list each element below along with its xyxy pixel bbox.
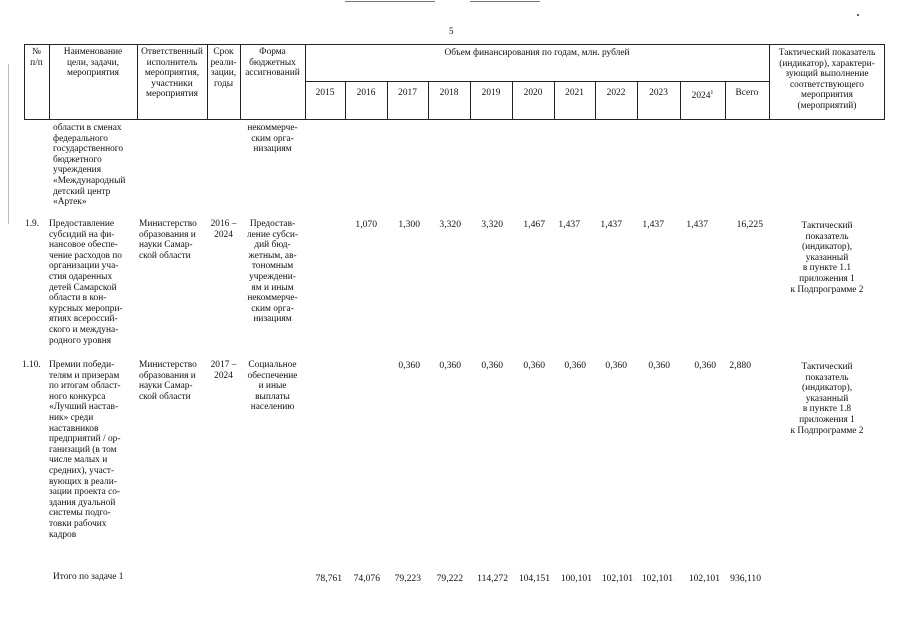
year-col-border [387,81,388,120]
value-2017: 0,360 [398,360,420,371]
row-form: некоммерче- ским орга- низациям [247,123,298,155]
year-2017: 2017 [398,88,417,98]
year-total: Всего [735,88,759,98]
year-col-border [345,81,346,120]
year-col-border [554,81,555,120]
year-col-border [725,81,726,120]
scan-speck [857,14,859,16]
year-col-border [470,81,471,120]
year-col-border [428,81,429,120]
total-2015: 78,761 [315,573,342,584]
year-2024 [680,88,725,102]
total-2020: 104,151 [518,573,550,584]
scan-speck [8,64,9,224]
value-total: 16,225 [736,219,763,230]
header-term: Срок реали- зации, годы [210,47,237,89]
year-2020: 2020 [523,88,543,98]
value-2017: 1,300 [398,219,420,230]
total-2024: 102,101 [688,573,720,584]
header-indicator: Тактический показатель (индикатор), характери- зующий выполнение соответствующего мероприятия (мероприятий) [778,48,876,111]
row-indicator: Тактический показатель (индикатор), указанный в пункте 1.8 приложения 1 к Подпрограмме 2 [790,362,864,436]
row-executor: Министерство образования и науки Самар- ской области [139,360,197,402]
value-2019: 0,360 [481,360,503,371]
year-2016: 2016 [356,88,376,98]
scan-mark [345,1,435,2]
value-2022: 0,360 [605,360,627,371]
value-2023: 0,360 [648,360,670,371]
row-term: 2017 – 2024 [210,360,237,381]
year-2024-footnote: 1 [710,90,714,96]
value-2021: 0,360 [564,360,586,371]
value-2023: 1,437 [642,219,664,230]
total-2021: 100,101 [560,573,592,584]
total-2018: 79,222 [436,573,463,584]
row-num: 1.9. [25,219,40,229]
value-2018: 3,320 [439,219,461,230]
header-form: Форма бюджетных ассигнований [245,47,300,79]
row-indicator: Тактический показатель (индикатор), указанный в пункте 1.1 приложения 1 к Подпрограмме 2 [790,221,864,295]
header-name: Наименование цели, задачи, мероприятия [63,47,123,79]
value-2024: 0,360 [694,360,716,371]
header-num: № п/п [30,47,43,68]
row-form: Социальное обеспечение и иные выплаты населению [247,360,298,413]
year-2024-label: 2024 [691,91,711,102]
value-2021: 1,437 [558,219,580,230]
page-number: 5 [449,26,454,36]
value-total: 2,880 [729,360,751,371]
row-form: Предостав- ление субси- дий бюд- жетным, ав- тономным учреждени- ям и иным некоммерче- ским орга- низациям [246,219,299,325]
year-2023: 2023 [649,88,668,98]
year-col-border [637,81,638,120]
year-col-border [512,81,513,120]
header-volume: Объем финансирования по годам, млн. рублей [444,48,630,58]
total-2023: 102,101 [641,573,673,584]
row-executor: Министерство образования и науки Самар- ской области [139,219,197,261]
year-2015: 2015 [315,88,335,98]
total-2019: 114,272 [477,573,508,584]
year-2018: 2018 [439,88,459,98]
year-col-border [595,81,596,120]
header-executor: Ответственный исполнитель мероприятия, участники мероприятия [141,47,203,100]
value-2022: 1,437 [600,219,622,230]
table-top-border [24,44,885,45]
value-2024: 1,437 [686,219,708,230]
header-bottom-border [24,119,885,120]
scan-mark [470,1,540,2]
value-2019: 3,320 [481,219,503,230]
value-2016: 1,070 [355,219,377,230]
value-2020: 1,467 [523,219,545,230]
row-name: Премии победи- телям и призерам по итогам област- ного конкурса «Лучший настав- ник» среди наставников предприятий / ор- ганизаций (в том числе малых и средних), участ- вующих в реали- зации проекта со- здания дуальной системы подго- товки рабочих кадров [49,360,121,540]
row-name: области в сменах федерального государственного бюджетного учреждения «Международный детский центр «Артек» [53,123,126,208]
total-2017: 79,223 [394,573,421,584]
totals-label: Итого по задаче 1 [53,572,124,582]
total-2022: 102,101 [601,573,633,584]
row-term: 2016 – 2024 [210,219,237,240]
total-2016: 74,076 [353,573,380,584]
year-2021: 2021 [565,88,584,98]
total-all: 936,110 [730,573,761,584]
years-divider [305,81,769,82]
value-2018: 0,360 [439,360,461,371]
year-2019: 2019 [481,88,501,98]
value-2020: 0,360 [523,360,545,371]
row-name: Предоставление субсидий на фи- нансовое обеспе- чение расходов по организации уча- стия одаренных детей Самарской области в кон- курсных меропри- ятиях всероссий- ского и междуна- родного уровня [49,219,123,346]
year-2022: 2022 [606,88,626,98]
row-num: 1.10. [22,360,41,370]
